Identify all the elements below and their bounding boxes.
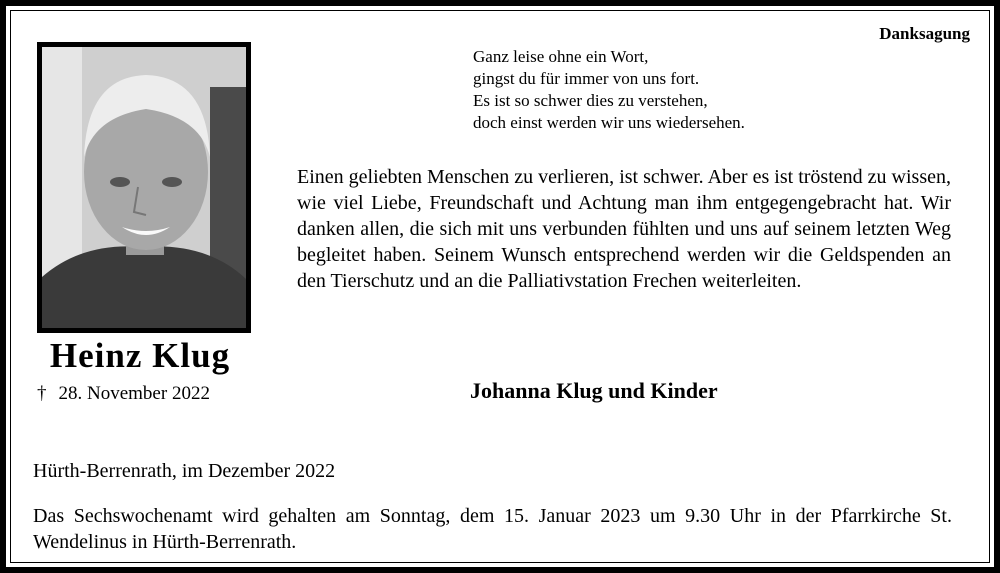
poem-line: Es ist so schwer dies zu verstehen, — [473, 91, 708, 110]
poem — [473, 46, 745, 134]
death-date: 28. November 2022 — [58, 383, 210, 404]
place-date: Hürth-Berrenrath, im Dezember 2022 — [33, 460, 336, 482]
poem-line: gingst du für immer von uns fort. — [473, 69, 700, 88]
service-notice: Das Sechswochenamt wird gehalten am Sonntag, dem 15. Januar 2023 um 9.30 Uhr in der Pfarrkirche St. Wendelinus in Hürth-Berrenrath. — [33, 505, 952, 553]
deceased-name: Heinz Klug — [49, 336, 231, 375]
death-date-line — [37, 383, 210, 405]
poem-line: doch einst werden wir uns wiedersehen. — [473, 113, 745, 132]
header-label: Danksagung — [879, 24, 970, 43]
poem-line: Ganz leise ohne ein Wort, — [473, 47, 649, 66]
thank-you-text: Einen geliebten Menschen zu verlieren, ist schwer. Aber es ist tröstend zu wissen, wie viel Liebe, Freundschaft und Achtung man ihm entgegengebracht hat. Wir danken allen, die sich mit uns verbunden fühlten und uns auf seinem letzten Weg begleitet haben. Seinem Wunsch entsprechend werden wir die Geldspenden an den Tierschutz und an die Palliativstation Frechen weiterleiten. — [297, 166, 951, 292]
signature: Johanna Klug und Kinder — [470, 378, 718, 403]
portrait-photo — [37, 42, 251, 333]
cross-icon: † — [37, 383, 47, 404]
